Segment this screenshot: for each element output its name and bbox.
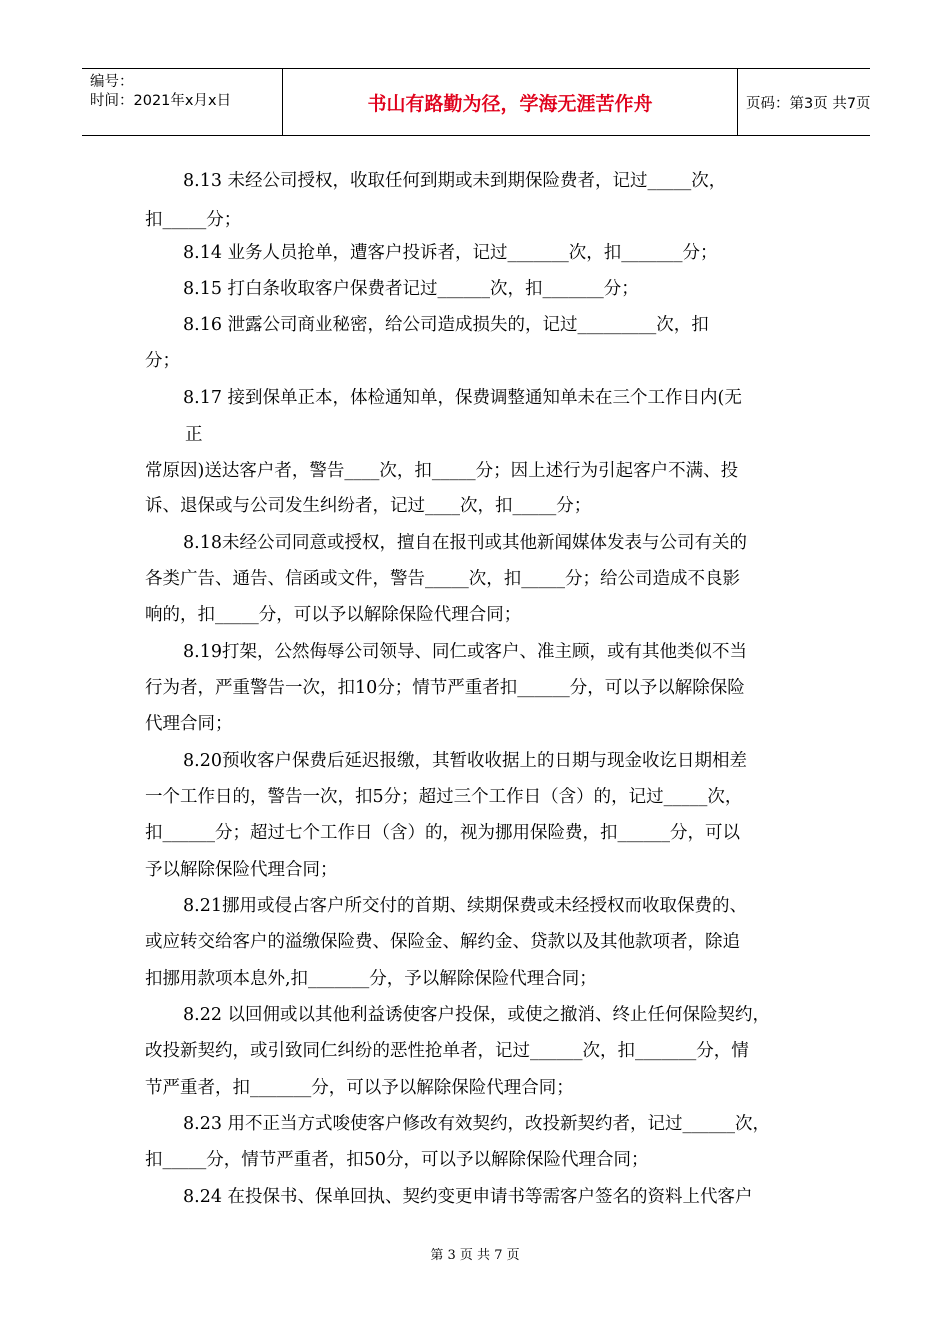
body-line: 8.17 接到保单正本，体检通知单，保费调整通知单未在三个工作日内(无 — [183, 388, 742, 408]
body-line: 代理合同； — [145, 714, 233, 734]
body-line: 8.18未经公司同意或授权，擅自在报刊或其他新闻媒体发表与公司有关的 — [183, 533, 747, 553]
body-line: 8.19打架，公然侮辱公司领导、同仁或客户、准主顾，或有其他类似不当 — [183, 642, 747, 662]
body-line: 8.22 以回佣或以其他利益诱使客户投保，或使之撤消、终止任何保险契约， — [183, 1005, 771, 1025]
body-line: 8.13 未经公司授权，收取任何到期或未到期保险费者，记过_____次， — [183, 171, 727, 191]
body-line: 8.23 用不正当方式唆使客户修改有效契约，改投新契约者，记过______次， — [183, 1114, 771, 1134]
page-footer: 第 3 页 共 7 页 — [430, 1248, 520, 1263]
body-line: 诉、退保或与公司发生纠纷者，记过____次，扣_____分； — [145, 496, 592, 516]
body-line: 改投新契约，或引致同仁纠纷的恶性抢单者，记过______次，扣_______分，情 — [145, 1041, 749, 1061]
body-line: 8.15 打白条收取客户保费者记过______次，扣_______分； — [183, 279, 639, 299]
body-line: 一个工作日的，警告一次，扣5分；超过三个工作日（含）的，记过_____次， — [145, 787, 743, 807]
body-line: 8.20预收客户保费后延迟报缴，其暂收收据上的日期与现金收讫日期相差 — [183, 751, 747, 771]
body-line: 8.16 泄露公司商业秘密，给公司造成损失的，记过_________次，扣 — [183, 315, 709, 335]
document-number-label: 编号： — [90, 74, 134, 90]
header-left-cell — [82, 69, 282, 135]
body-line: 响的，扣_____分，可以予以解除保险代理合同； — [145, 605, 522, 625]
body-line: 节严重者，扣_______分，可以予以解除保险代理合同； — [145, 1078, 574, 1098]
document-time-label: 时间：2021年x月x日 — [90, 93, 232, 109]
header-motto: 书山有路勤为径，学海无涯苦作舟 — [367, 93, 653, 115]
body-line: 正 — [185, 425, 203, 445]
header-page-info: 页码：第3页 共7页 — [746, 96, 871, 112]
body-line: 扣_____分，情节严重者，扣50分，可以予以解除保险代理合同； — [145, 1150, 649, 1170]
body-line: 各类广告、通告、信函或文件，警告_____次，扣_____分；给公司造成不良影 — [145, 569, 740, 589]
body-line: 常原因)送达客户者，警告____次，扣_____分；因上述行为引起客户不满、投 — [145, 461, 739, 481]
body-line: 扣_____分； — [145, 210, 242, 230]
body-line: 扣______分；超过七个工作日（含）的，视为挪用保险费，扣______分，可以 — [145, 823, 740, 843]
body-line: 扣挪用款项本息外,扣_______分，予以解除保险代理合同； — [145, 969, 597, 989]
body-line: 8.14 业务人员抢单，遭客户投诉者，记过_______次，扣_______分； — [183, 243, 718, 263]
body-line: 分； — [145, 351, 180, 371]
document-header — [82, 68, 870, 136]
header-right-cell — [738, 69, 870, 135]
body-line: 8.21挪用或侵占客户所交付的首期、续期保费或未经授权而收取保费的、 — [183, 896, 747, 916]
body-line: 行为者，严重警告一次，扣10分；情节严重者扣______分，可以予以解除保险 — [145, 678, 745, 698]
body-line: 或应转交给客户的溢缴保险费、保险金、解约金、贷款以及其他款项者，除追 — [145, 932, 740, 952]
body-line: 8.24 在投保书、保单回执、契约变更申请书等需客户签名的资料上代客户 — [183, 1187, 753, 1207]
body-line: 予以解除保险代理合同； — [145, 860, 338, 880]
header-middle-cell — [282, 69, 738, 135]
